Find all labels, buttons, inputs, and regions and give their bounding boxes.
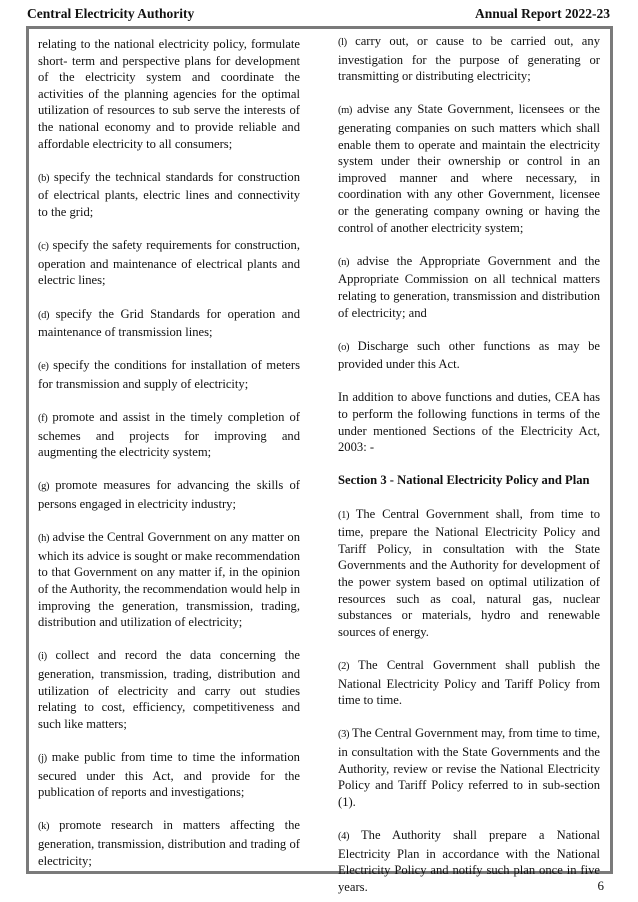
section-heading: Section 3 - National Electricity Policy and Plan <box>338 473 590 488</box>
item-marker: (k) <box>38 821 50 833</box>
item-marker: (e) <box>38 361 49 373</box>
item-text: advise the Central Government on any matter on which its advice is sought or make recommendation to that Government on any matter if, in the opinion of the Authority, the recommendation would help in improving the generation, transmission, trading, distribution and utilization of electricity; <box>38 530 300 630</box>
item-text: In addition to above functions and duties, CEA has to perform the following functions in terms of the under mentioned Sections of the Electricity Act, 2003: - <box>338 390 600 455</box>
item-text: specify the conditions for installation of meters for transmission and supply of electricity; <box>38 358 300 391</box>
item-text: promote and assist in the timely completion of schemes and projects for improving and augmenting the electricity system; <box>38 410 300 460</box>
header-report-title: Annual Report 2022-23 <box>474 6 610 21</box>
item-text: collect and record the data concerning the generation, transmission, trading, distribution and utilization of electricity and carry out studies relating to cost, efficiency, competitiveness and such like matters; <box>38 648 300 731</box>
item-marker: (n) <box>338 256 350 268</box>
subsection-marker: (1) <box>338 509 350 521</box>
right-column <box>338 33 600 902</box>
item-marker: (b) <box>38 172 50 184</box>
list-item <box>338 338 600 373</box>
list-item <box>38 306 300 341</box>
list-item <box>338 101 600 236</box>
subsection-marker: (2) <box>338 660 350 672</box>
item-marker: (c) <box>38 241 49 253</box>
item-text: promote research in matters affecting the generation, transmission, distribution and trading of electricity; <box>38 818 300 868</box>
list-item <box>38 749 300 801</box>
list-item <box>338 33 600 85</box>
item-marker: (i) <box>38 651 47 663</box>
item-marker: (d) <box>38 309 50 321</box>
subsection-text: The Central Government shall, from time to time, prepare the National Electricity Policy and Tariff Policy, in consultation with the State Governments and the Authority for development of the power system based on optimal utilization of resources such as coal, natural gas, nuclear substances or materials, hydro and renewable sources of energy. <box>338 506 601 639</box>
item-marker: (l) <box>338 37 347 48</box>
subsection-text: The Authority shall prepare a National Electricity Plan in accordance with the National Electricity Policy and notify such plan once in five years. <box>338 827 601 894</box>
subsection <box>338 506 600 641</box>
subsection <box>338 725 600 810</box>
subsection-marker: (4) <box>338 830 350 842</box>
item-marker: (m) <box>338 105 352 117</box>
page-number: 6 <box>597 878 604 893</box>
item-text: specify the technical standards for construction of electrical plants, electric lines and connectivity to the grid; <box>38 169 300 219</box>
list-item <box>38 817 300 869</box>
item-marker: (f) <box>38 413 48 425</box>
list-item <box>338 253 600 321</box>
item-text: carry out, or cause to be carried out, any investigation for the purpose of generating or transmitting or distributing electricity; <box>338 34 600 84</box>
subsection-text: The Central Government shall publish the National Electricity Policy and Tariff Policy from time to time. <box>338 657 600 708</box>
list-item <box>38 477 300 512</box>
item-text: make public from time to time the information secured under this Act, and provide for the publication of reports and investigations; <box>38 749 300 800</box>
item-marker: (g) <box>38 481 50 493</box>
item-marker: (o) <box>338 341 350 353</box>
subsection <box>338 657 600 709</box>
intro-paragraph <box>338 389 600 455</box>
list-item <box>38 409 300 461</box>
header-organization: Central Electricity Authority <box>27 6 195 21</box>
item-text: specify the safety requirements for construction, operation and maintenance of electrical plants and electric lines; <box>38 238 300 288</box>
subsection-text: The Central Government may, from time to time, in consultation with the State Governments and the Authority, review or revise the National Electricity Policy and Tariff Policy referred to in sub-section (1). <box>338 726 601 809</box>
subsection <box>338 827 600 895</box>
item-text: relating to the national electricity policy, formulate short- term and perspective plans for development of the electricity system and coordinate the activities of the planning agencies for the optimal utilization of resources to sub serve the interests of the national economy and to provide reliable and affordable electricity to all consumers; <box>38 37 300 151</box>
list-item <box>38 647 300 732</box>
item-marker: (j) <box>38 752 47 764</box>
item-text: Discharge such other functions as may be provided under this Act. <box>338 338 600 372</box>
item-text: advise any State Government, licensees or the generating companies on such matters which shall enable them to operate and maintain the electricity system under their ownership or control in an improved manner and where necessary, in coordination with any other Government, licensee or the generating company owning or having the control of another electricity system; <box>338 102 600 235</box>
list-item <box>38 169 300 221</box>
list-item <box>38 237 300 289</box>
left-column <box>38 36 300 886</box>
item-text: advise the Appropriate Government and the Appropriate Commission on all technical matters relating to generation, transmission and distribution of electricity; and <box>338 253 600 320</box>
subsection-marker: (3) <box>338 729 350 741</box>
list-item <box>38 357 300 392</box>
item-text: specify the Grid Standards for operation and maintenance of transmission lines; <box>38 306 300 340</box>
item-text: promote measures for advancing the skills of persons engaged in electricity industry; <box>38 478 300 512</box>
list-item <box>38 36 300 152</box>
item-marker: (h) <box>38 533 50 545</box>
list-item <box>38 529 300 631</box>
